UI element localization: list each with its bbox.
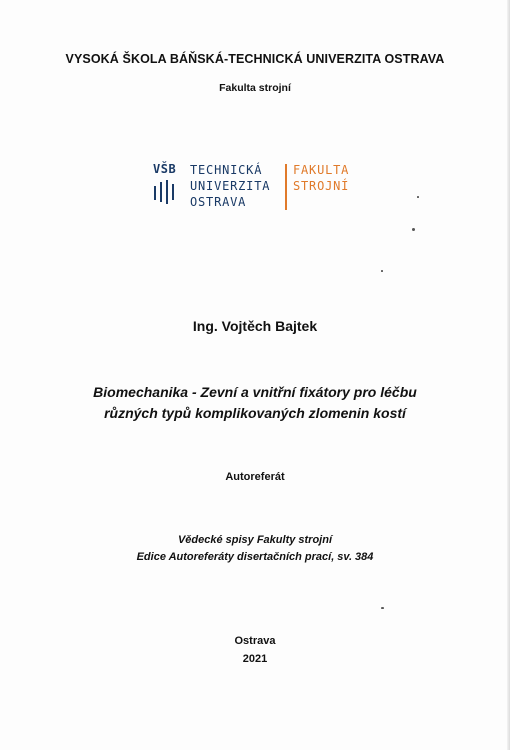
logo-line-3: OSTRAVA — [190, 195, 247, 209]
vsb-logo — [153, 162, 373, 214]
logo-line-2: UNIVERZITA — [190, 179, 271, 193]
publication-year: 2021 — [242, 653, 268, 665]
logo-university-text — [190, 162, 270, 210]
scan-speck — [381, 607, 384, 609]
publication-series — [0, 532, 510, 566]
logo-faculty-line-1: FAKULTA — [293, 163, 350, 177]
scan-speck — [381, 270, 383, 272]
publication-place: Ostrava — [234, 635, 276, 647]
thesis-title — [0, 382, 510, 424]
series-line-2: Edice Autoreferáty disertačních prací, sv. 384 — [136, 551, 374, 563]
document-type: Autoreferát — [225, 471, 285, 483]
publication-place-year — [0, 632, 510, 668]
logo-abbrev: VŠB — [153, 162, 177, 176]
scan-speck — [417, 196, 419, 198]
logo-divider — [285, 164, 287, 210]
author-name: Ing. Vojtěch Bajtek — [192, 318, 318, 334]
logo-faculty-line-2: STROJNÍ — [293, 179, 350, 193]
title-line-1: Biomechanika - Zevní a vnitřní fixátory pro léčbu — [93, 384, 417, 400]
logo-bars-icon — [154, 180, 180, 206]
scan-speck — [412, 228, 415, 231]
logo-line-1: TECHNICKÁ — [190, 163, 263, 177]
university-name: VYSOKÁ ŠKOLA BÁŇSKÁ-TECHNICKÁ UNIVERZITA OSTRAVA — [65, 52, 445, 66]
title-line-2: různých typů komplikovaných zlomenin kostí — [104, 405, 406, 421]
logo-faculty-text — [293, 162, 349, 194]
faculty-name: Fakulta strojní — [219, 82, 291, 94]
series-line-1: Vědecké spisy Fakulty strojní — [177, 534, 333, 546]
